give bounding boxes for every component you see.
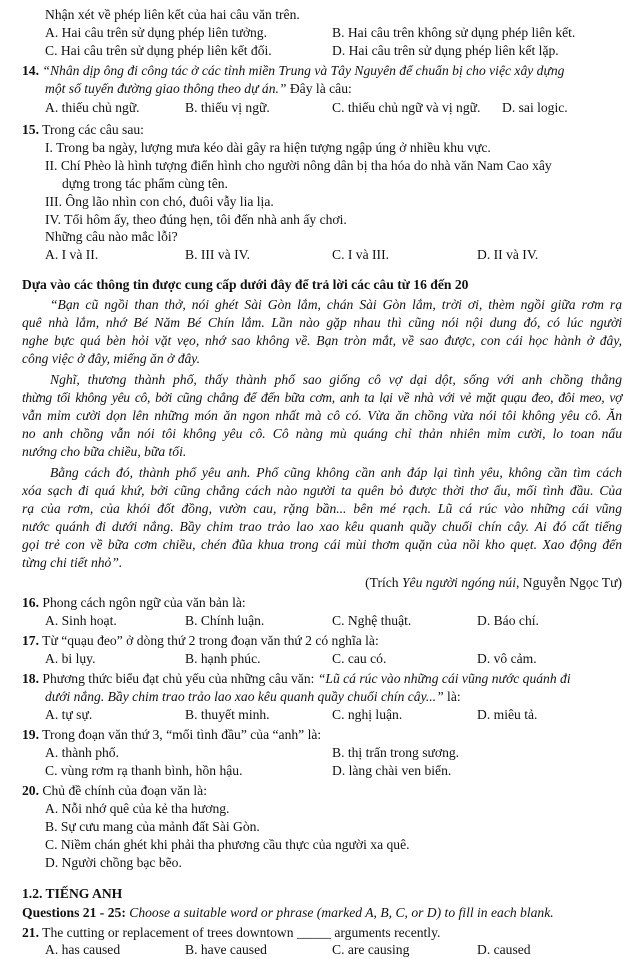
q15-option-d: D. II và IV. [477, 247, 539, 262]
passage-p3-line: Bằng cách đó, thành phố yêu anh. Phố cũng không cần anh đáp lại tình yêu, không cần tìm cách [50, 465, 622, 480]
q18-option-b: B. thuyết minh. [185, 707, 270, 722]
q18-option-d: D. miêu tả. [477, 707, 538, 722]
q18-stem-cont: dưới nắng. Bầy chim trao trảo lao xao kêu quanh quầy chuối chín cây...” là: [45, 689, 461, 704]
q20-stem: 20. Chủ đề chính của đoạn văn là: [22, 783, 207, 798]
passage-p2-line: vẫn mỉm cười dọn lên những món ăn ngon nhất mà cô có. Vừa ăn chồng vừa nói tôi không yêu cô. Ăn [22, 408, 622, 423]
passage-p1-line: “Bạn cũ ngồi than thở, nói ghét Sài Gòn lắm, chán Sài Gòn lắm, trời ơi, thèm ngồi giữa rơm rạ [50, 297, 622, 312]
q16-option-d: D. Báo chí. [477, 613, 539, 628]
q15-sentence-1: I. Trong ba ngày, lượng mưa kéo dài gây ra hiện tượng ngập úng ở nhiều khu vực. [45, 140, 491, 155]
q15-sentence-2a: II. Chí Phèo là hình tượng điển hình cho người nông dân bị tha hóa do nhà văn Nam Cao xây [45, 158, 552, 173]
passage-p1-line: nghe bực quá bèn hỏi vặt vẹo, nhớ sao không về. Bạn tròn mắt, về sao được, con cái học hành ở đây, [22, 333, 622, 348]
passage-p2-line: nướng cho bữa chiều, bữa tối. [22, 444, 187, 459]
q14-option-d: D. sai logic. [502, 100, 568, 115]
q13-option-b: B. Hai câu trên không sử dụng phép liên kết. [332, 25, 576, 40]
q14-option-c: C. thiếu chủ ngữ và vị ngữ. [332, 100, 481, 115]
english-heading: 1.2. TIẾNG ANH [22, 886, 123, 901]
q20-option-a: A. Nỗi nhớ quê của kẻ tha hương. [45, 801, 230, 816]
passage-source: (Trích Yêu người ngóng núi, Nguyễn Ngọc Tư) [365, 575, 622, 590]
passage-p3-line: rạ của rơm, của khói đốt đồng, vườn cau, rặng bần... bên mé rạch. Lũ cá rúc vào những cái vũng [22, 501, 622, 516]
q15-sentence-2b: dựng trong tác phẩm cùng tên. [62, 176, 228, 191]
passage-p2-line: thừng tối không yêu cô, bởi cũng chẳng để đến bữa cơm, anh ta lại về nhà với vẻ mặt quạu đeo, đôi meo, vợ [22, 390, 622, 405]
q14-option-a: A. thiếu chủ ngữ. [45, 100, 140, 115]
q17-option-a: A. bi lụy. [45, 651, 96, 666]
q14-line1: 14. “Nhân dịp ông đi công tác ở các tỉnh miền Trung và Tây Nguyên để chuẩn bị cho việc xây dựng [22, 63, 565, 78]
q18-option-a: A. tự sự. [45, 707, 93, 722]
q13-option-a: A. Hai câu trên sử dụng phép liên tưởng. [45, 25, 268, 40]
q13-option-d: D. Hai câu trên sử dụng phép liên kết lặp. [332, 43, 559, 58]
q19-stem: 19. Trong đoạn văn thứ 3, “mối tình đầu” của “anh” là: [22, 727, 322, 742]
passage-p3-line: gọi trẻ con về bữa cơm chiều, chén đũa khua trong cái mùi thơm quặn của nồi kho quẹt. Xao động đến [22, 537, 622, 552]
q21-option-b: B. have caused [185, 942, 267, 957]
q15-ask: Những câu nào mắc lỗi? [45, 229, 178, 244]
passage-p3-line: xóa sạch đi quá khứ, bởi cũng chẳng cách nào người ta quên bỏ được thời thơ ấu, mối tình đầu. Của [22, 483, 622, 498]
passage-p3-line: nước quánh đi dưới nắng. Bầy chim trao trảo lao xao kêu quanh quầy chuối chín cây. Ai đó cất tiếng [22, 519, 622, 534]
q17-option-b: B. hạnh phúc. [185, 651, 261, 666]
q14-line2: một số tuyến đường giao thông theo dự án.” Đây là câu: [45, 81, 352, 96]
q19-option-a: A. thành phố. [45, 745, 120, 760]
english-instruction: Questions 21 - 25: Choose a suitable word or phrase (marked A, B, C, or D) to fill in each blank. [22, 905, 554, 920]
passage-p1-line: công việc ở đây, miếng ăn ở đây. [22, 351, 200, 366]
q18-stem: 18. Phương thức biểu đạt chủ yếu của những câu văn: “Lũ cá rúc vào những cái vũng nước quánh đi [22, 671, 571, 686]
q15-option-a: A. I và II. [45, 247, 99, 262]
q16-option-a: A. Sinh hoạt. [45, 613, 117, 628]
q19-option-b: B. thị trấn trong sương. [332, 745, 460, 760]
q17-option-d: D. vô cảm. [477, 651, 537, 666]
q21-stem: 21. The cutting or replacement of trees downtown _____ arguments recently. [22, 925, 441, 940]
q17-stem: 17. Từ “quạu đeo” ở dòng thứ 2 trong đoạn văn thứ 2 có nghĩa là: [22, 633, 379, 648]
q13-option-c: C. Hai câu trên sử dụng phép liên kết đối. [45, 43, 272, 58]
q16-option-b: B. Chính luận. [185, 613, 265, 628]
q13-stem: Nhận xét về phép liên kết của hai câu văn trên. [45, 7, 300, 22]
q15-stem: 15. Trong các câu sau: [22, 122, 144, 137]
passage-p2-line: no anh chồng vẫn nói tôi không yêu cô. Cô nàng mù quáng chỉ thản nhiên mỉm cười, lo toan nấu [22, 426, 622, 441]
q16-stem: 16. Phong cách ngôn ngữ của văn bản là: [22, 595, 246, 610]
passage-p2-line: Nghĩ, thương thành phố, thấy thành phố sao giống cô vợ dại dột, sống với anh chồng thằng [50, 372, 622, 387]
q21-option-c: C. are causing [332, 942, 410, 957]
q15-sentence-4: IV. Tối hôm ấy, theo đúng hẹn, tôi đến nhà anh ấy chơi. [45, 212, 347, 227]
q14-option-b: B. thiếu vị ngữ. [185, 100, 270, 115]
q18-option-c: C. nghị luận. [332, 707, 403, 722]
q20-option-b: B. Sự cưu mang của mảnh đất Sài Gòn. [45, 819, 260, 834]
q17-option-c: C. cau có. [332, 651, 387, 666]
passage-p3-line: từng chi tiết nhỏ”. [22, 555, 123, 570]
passage-p1-line: quê nhà lắm, nhớ Bé Năm Bé Chín lắm. Lần nào gặp nhau thì cũng nói nội dung đó, có lúc người [22, 315, 622, 330]
q15-option-c: C. I và III. [332, 247, 389, 262]
q20-option-d: D. Người chồng bạc bẽo. [45, 855, 182, 870]
q16-option-c: C. Nghệ thuật. [332, 613, 412, 628]
q19-option-d: D. làng chài ven biển. [332, 763, 452, 778]
q21-option-a: A. has caused [45, 942, 121, 957]
q19-option-c: C. vùng rơm rạ thanh bình, hồn hậu. [45, 763, 243, 778]
q21-option-d: D. caused [477, 942, 531, 957]
passage-heading: Dựa vào các thông tin được cung cấp dưới đây để trả lời các câu từ 16 đến 20 [22, 277, 469, 292]
q20-option-c: C. Niềm chán ghét khi phải tha phương cầu thực của người xa quê. [45, 837, 410, 852]
q15-option-b: B. III và IV. [185, 247, 251, 262]
q15-sentence-3: III. Ông lão nhìn con chó, đuôi vẫy lia lịa. [45, 194, 274, 209]
